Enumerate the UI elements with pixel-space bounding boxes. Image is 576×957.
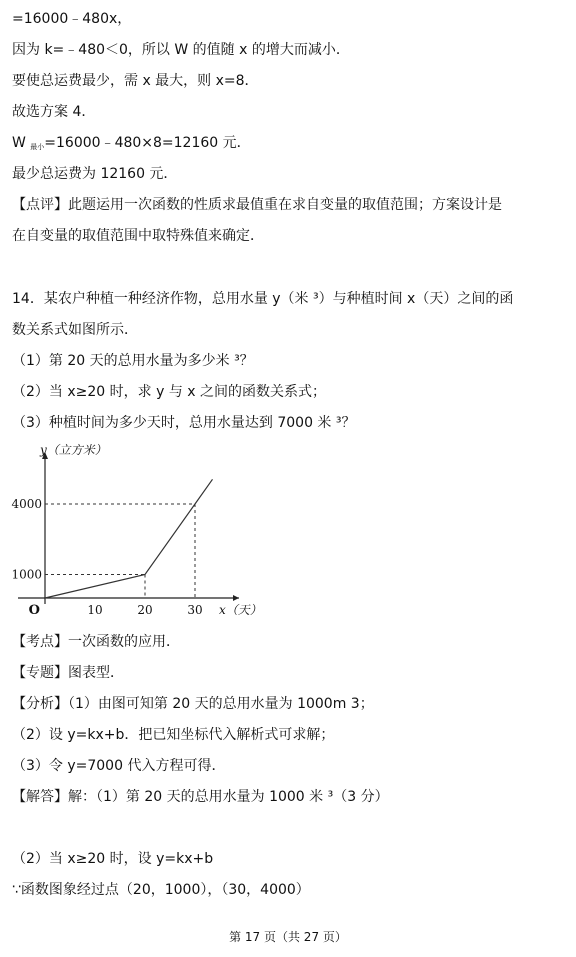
w-equation: =16000﹣480×8=12160 元． [44, 135, 251, 151]
question-14-part-2: （2）当 x≥20 时，求 y 与 x 之间的函数关系式； [12, 384, 327, 400]
fenxi-line-1: 【分析】（1）由图可知第 20 天的总用水量为 1000m 3； [12, 696, 374, 712]
question-14-line-1: 14．某农户种植一种经济作物，总用水量 y（米 ³）与种植时间 x（天）之间的函 [12, 291, 514, 307]
x-tick-label-20: 20 [137, 603, 153, 617]
fenxi-line-2: （2）设 y=kx+b．把已知坐标代入解析式可求解； [12, 727, 335, 743]
w-subscript: 最小 [30, 143, 45, 151]
y-axis-label: y（立方米） [40, 443, 107, 457]
text-line-3: 要使总运费最少，需 x 最大，则 x=8． [12, 73, 259, 89]
jieda-line-1: 【解答】解：（1）第 20 天的总用水量为 1000 米 ³（3 分） [12, 789, 389, 805]
w-label: W [12, 135, 31, 151]
x-tick-label-10: 10 [87, 603, 103, 617]
text-line-7: 【点评】此题运用一次函数的性质求最值重在求自变量的取值范围；方案设计是 [12, 197, 502, 213]
text-line-8: 在自变量的取值范围中取特殊值来确定． [12, 228, 264, 244]
text-line-1: =16000﹣480x， [12, 11, 132, 27]
jieda-line-3: ∵函数图象经过点（20，1000），（30，4000） [12, 882, 310, 898]
page-footer: 第 17 页（共 27 页） [229, 930, 347, 944]
y-tick-label-4000: 4000 [11, 497, 42, 511]
x-axis-label: x（天） [219, 603, 262, 617]
y-tick-label-1000: 1000 [11, 567, 42, 582]
text-line-4: 故选方案 4． [12, 104, 96, 120]
question-14-line-2: 数关系式如图所示． [12, 322, 138, 338]
x-axis-arrow [233, 595, 239, 601]
question-14-part-3: （3）种植时间为多少天时，总用水量达到 7000 米 ³？ [12, 415, 356, 431]
zhuanti-line: 【专题】图表型． [12, 665, 124, 681]
text-line-5 [12, 132, 570, 158]
series-line-0 [45, 479, 213, 598]
jieda-line-2: （2）当 x≥20 时，设 y=kx+b [12, 851, 214, 867]
kaodian-line: 【考点】一次函数的应用． [12, 634, 180, 650]
x-tick-label-30: 30 [187, 603, 203, 617]
origin-label: O [28, 603, 40, 618]
water-usage-chart [0, 438, 262, 628]
question-14-part-1: （1）第 20 天的总用水量为多少米 ³？ [12, 353, 254, 369]
text-line-2: 因为 k=﹣480＜0，所以 W 的值随 x 的增大而减小． [12, 42, 350, 58]
fenxi-line-3: （3）令 y=7000 代入方程可得． [12, 758, 226, 774]
text-line-6: 最少总运费为 12160 元． [12, 166, 178, 182]
